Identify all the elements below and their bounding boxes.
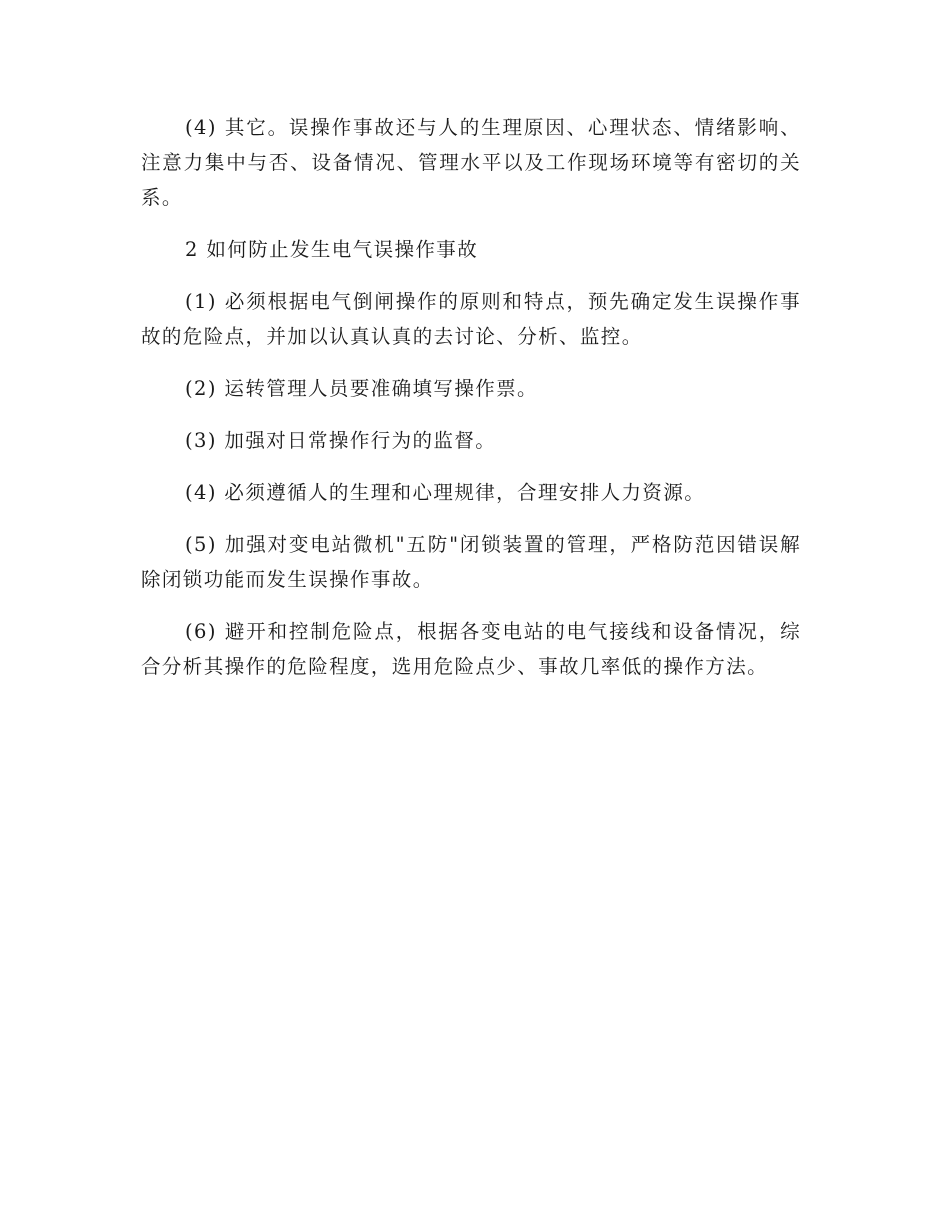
- section-heading-prevention: 2 如何防止发生电气误操作事故: [185, 238, 479, 261]
- paragraph-item-2: (2) 运转管理人员要准确填写操作票。: [185, 377, 538, 400]
- paragraph-other-causes: (4) 其它。误操作事故还与人的生理原因、心理状态、情绪影响、注意力集中与否、设备情况、管理水平以及工作现场环境等有密切的关系。: [141, 116, 801, 209]
- paragraph-item-6: (6) 避开和控制危险点，根据各变电站的电气接线和设备情况，综合分析其操作的危险程度，选用危险点少、事故几率低的操作方法。: [141, 620, 801, 678]
- paragraph-item-1: (1) 必须根据电气倒闸操作的原则和特点，预先确定发生误操作事故的危险点，并加以认真认真的去讨论、分析、监控。: [141, 290, 801, 348]
- document-page: [141, 110, 801, 701]
- paragraph-item-4: (4) 必须遵循人的生理和心理规律，合理安排人力资源。: [185, 481, 706, 504]
- paragraph-item-3: (3) 加强对日常操作行为的监督。: [185, 429, 497, 452]
- paragraph-item-5: (5) 加强对变电站微机"五防"闭锁装置的管理，严格防范因错误解除闭锁功能而发生误操作事故。: [141, 533, 801, 591]
